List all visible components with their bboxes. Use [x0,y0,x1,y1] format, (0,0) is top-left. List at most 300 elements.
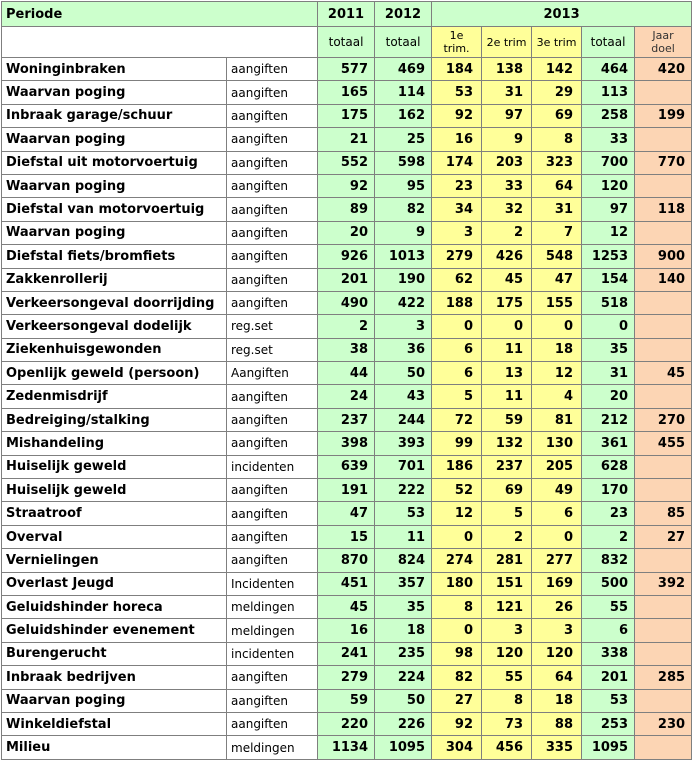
row-name: Waarvan poging [2,81,227,104]
row-name: Overlast Jeugd [2,572,227,595]
row-unit: aangiften [227,268,318,291]
cell-jaardoel: 199 [635,104,692,127]
cell-jaardoel: 45 [635,362,692,385]
cell-2013-q1: 98 [432,642,482,665]
cell-2013-totaal: 120 [582,174,635,197]
cell-2013-q1: 72 [432,408,482,431]
cell-2013-q2: 151 [482,572,532,595]
table-row [2,198,692,221]
cell-2012-totaal: 357 [375,572,432,595]
cell-2011-totaal: 220 [318,712,375,735]
table-row [2,268,692,291]
cell-jaardoel: 392 [635,572,692,595]
cell-2013-q1: 279 [432,245,482,268]
row-name: Straatroof [2,502,227,525]
cell-2012-totaal: 701 [375,455,432,478]
cell-2013-totaal: 12 [582,221,635,244]
row-name: Milieu [2,736,227,759]
cell-2013-q3: 7 [532,221,582,244]
cell-jaardoel: 140 [635,268,692,291]
cell-jaardoel [635,128,692,151]
subheader-totaal-2012: totaal [375,27,432,58]
cell-2012-totaal: 11 [375,525,432,548]
cell-2011-totaal: 926 [318,245,375,268]
row-unit: aangiften [227,666,318,689]
cell-2013-q2: 203 [482,151,532,174]
cell-2013-q3: 3 [532,619,582,642]
cell-2013-q2: 120 [482,642,532,665]
cell-2012-totaal: 25 [375,128,432,151]
row-name: Huiselijk geweld [2,479,227,502]
cell-2012-totaal: 422 [375,291,432,314]
cell-2012-totaal: 824 [375,549,432,572]
cell-2013-q2: 121 [482,595,532,618]
cell-2012-totaal: 35 [375,595,432,618]
row-unit: aangiften [227,245,318,268]
row-name: Ziekenhuisgewonden [2,338,227,361]
cell-2013-q3: 29 [532,81,582,104]
table-row [2,712,692,735]
row-name: Geluidshinder evenement [2,619,227,642]
cell-jaardoel: 118 [635,198,692,221]
cell-jaardoel: 230 [635,712,692,735]
cell-2013-totaal: 35 [582,338,635,361]
cell-2013-q2: 0 [482,315,532,338]
row-unit: aangiften [227,385,318,408]
cell-2012-totaal: 1013 [375,245,432,268]
table-row [2,549,692,572]
cell-2013-q2: 13 [482,362,532,385]
cell-2013-totaal: 832 [582,549,635,572]
cell-2012-totaal: 393 [375,432,432,455]
cell-2013-q2: 97 [482,104,532,127]
cell-jaardoel [635,291,692,314]
cell-2013-q3: 0 [532,315,582,338]
subheader-jaardoel [635,27,692,58]
cell-2013-totaal: 500 [582,572,635,595]
cell-2013-totaal: 628 [582,455,635,478]
cell-2012-totaal: 95 [375,174,432,197]
row-name: Zakkenrollerij [2,268,227,291]
cell-2013-q2: 9 [482,128,532,151]
cell-2011-totaal: 175 [318,104,375,127]
cell-2013-q1: 53 [432,81,482,104]
cell-2013-q3: 6 [532,502,582,525]
cell-2013-q1: 16 [432,128,482,151]
cell-2013-q2: 32 [482,198,532,221]
cell-2013-q2: 138 [482,58,532,81]
row-unit: aangiften [227,549,318,572]
row-unit: meldingen [227,736,318,759]
cell-2013-q1: 274 [432,549,482,572]
cell-2011-totaal: 241 [318,642,375,665]
cell-2013-totaal: 0 [582,315,635,338]
cell-2013-totaal: 20 [582,385,635,408]
cell-jaardoel [635,619,692,642]
cell-2013-q3: 8 [532,128,582,151]
row-name: Verkeersongeval dodelijk [2,315,227,338]
cell-2013-totaal: 338 [582,642,635,665]
cell-2013-totaal: 253 [582,712,635,735]
cell-2012-totaal: 9 [375,221,432,244]
cell-2011-totaal: 165 [318,81,375,104]
cell-2013-q2: 73 [482,712,532,735]
cell-2011-totaal: 191 [318,479,375,502]
cell-jaardoel [635,338,692,361]
cell-2011-totaal: 59 [318,689,375,712]
cell-2011-totaal: 451 [318,572,375,595]
cell-jaardoel: 27 [635,525,692,548]
table-row [2,291,692,314]
cell-2013-totaal: 700 [582,151,635,174]
cell-2011-totaal: 237 [318,408,375,431]
cell-jaardoel: 420 [635,58,692,81]
cell-2013-q3: 69 [532,104,582,127]
cell-2013-q3: 0 [532,525,582,548]
cell-2013-q3: 18 [532,689,582,712]
cell-2013-q2: 3 [482,619,532,642]
cell-2013-q3: 548 [532,245,582,268]
row-name: Huiselijk geweld [2,455,227,478]
row-unit: incidenten [227,455,318,478]
cell-2013-totaal: 23 [582,502,635,525]
cell-2013-totaal: 2 [582,525,635,548]
cell-2013-q3: 18 [532,338,582,361]
cell-2012-totaal: 162 [375,104,432,127]
cell-2013-q2: 8 [482,689,532,712]
cell-jaardoel: 85 [635,502,692,525]
row-name: Zedenmisdrijf [2,385,227,408]
cell-2012-totaal: 244 [375,408,432,431]
cell-2013-q3: 277 [532,549,582,572]
table-row [2,104,692,127]
cell-2011-totaal: 16 [318,619,375,642]
row-unit: incidenten [227,642,318,665]
table-row [2,221,692,244]
row-name: Inbraak garage/schuur [2,104,227,127]
subheader-q3-text: 3e trim [536,35,577,49]
row-unit: aangiften [227,432,318,455]
cell-2013-totaal: 113 [582,81,635,104]
table-row [2,245,692,268]
cell-2013-q1: 92 [432,104,482,127]
cell-2013-q2: 33 [482,174,532,197]
cell-2013-totaal: 201 [582,666,635,689]
cell-2011-totaal: 201 [318,268,375,291]
cell-jaardoel: 270 [635,408,692,431]
cell-2011-totaal: 24 [318,385,375,408]
cell-2012-totaal: 469 [375,58,432,81]
cell-2011-totaal: 577 [318,58,375,81]
table-body [2,58,692,760]
cell-jaardoel: 900 [635,245,692,268]
cell-2013-q1: 0 [432,315,482,338]
cell-2013-totaal: 53 [582,689,635,712]
cell-2013-q1: 5 [432,385,482,408]
cell-2012-totaal: 53 [375,502,432,525]
cell-2012-totaal: 50 [375,689,432,712]
table-row [2,666,692,689]
table-row [2,432,692,455]
cell-2013-q2: 69 [482,479,532,502]
cell-2013-q2: 11 [482,385,532,408]
row-name: Bedreiging/stalking [2,408,227,431]
row-name: Mishandeling [2,432,227,455]
cell-2013-q1: 6 [432,338,482,361]
cell-2013-q1: 34 [432,198,482,221]
cell-2013-q3: 88 [532,712,582,735]
cell-2013-q1: 23 [432,174,482,197]
table-row [2,338,692,361]
row-unit: Aangiften [227,362,318,385]
cell-2013-totaal: 1095 [582,736,635,759]
row-name: Openlijk geweld (persoon) [2,362,227,385]
cell-2013-q1: 6 [432,362,482,385]
cell-2013-q3: 155 [532,291,582,314]
table-row [2,58,692,81]
row-unit: aangiften [227,291,318,314]
table-row [2,572,692,595]
cell-2013-q1: 12 [432,502,482,525]
cell-2013-q2: 59 [482,408,532,431]
cell-2013-q1: 92 [432,712,482,735]
cell-2011-totaal: 490 [318,291,375,314]
cell-jaardoel [635,736,692,759]
period-header: Periode [2,2,318,27]
cell-jaardoel [635,595,692,618]
table-row [2,619,692,642]
table-row [2,689,692,712]
cell-jaardoel: 455 [635,432,692,455]
table-row [2,174,692,197]
row-unit: aangiften [227,174,318,197]
cell-2013-q2: 281 [482,549,532,572]
cell-2012-totaal: 224 [375,666,432,689]
row-name: Geluidshinder horeca [2,595,227,618]
cell-2013-q3: 64 [532,666,582,689]
cell-2012-totaal: 43 [375,385,432,408]
row-unit: aangiften [227,689,318,712]
cell-jaardoel [635,549,692,572]
row-unit: aangiften [227,408,318,431]
cell-2013-q3: 12 [532,362,582,385]
cell-2013-totaal: 55 [582,595,635,618]
cell-jaardoel [635,174,692,197]
cell-2013-q3: 205 [532,455,582,478]
row-unit: aangiften [227,712,318,735]
cell-jaardoel: 770 [635,151,692,174]
cell-2013-totaal: 31 [582,362,635,385]
cell-2013-q1: 304 [432,736,482,759]
table-row [2,525,692,548]
row-name: Waarvan poging [2,689,227,712]
row-name: Burengerucht [2,642,227,665]
subheader-q2 [482,27,532,58]
cell-2013-q3: 4 [532,385,582,408]
row-name: Winkeldiefstal [2,712,227,735]
year-2011-header: 2011 [318,2,375,27]
cell-2013-q1: 27 [432,689,482,712]
subheader-jaardoel-text: Jaar doel [651,29,675,55]
row-unit: reg.set [227,338,318,361]
cell-2013-q2: 237 [482,455,532,478]
cell-jaardoel [635,689,692,712]
cell-2012-totaal: 235 [375,642,432,665]
table-row [2,502,692,525]
table-row [2,128,692,151]
cell-2013-totaal: 1253 [582,245,635,268]
cell-2013-q2: 31 [482,81,532,104]
cell-jaardoel [635,479,692,502]
row-name: Waarvan poging [2,174,227,197]
year-2012-header: 2012 [375,2,432,27]
row-unit: aangiften [227,58,318,81]
cell-2011-totaal: 47 [318,502,375,525]
cell-2013-q1: 0 [432,525,482,548]
cell-2013-q2: 132 [482,432,532,455]
cell-2013-q3: 26 [532,595,582,618]
table-row [2,455,692,478]
cell-2013-q3: 47 [532,268,582,291]
cell-2011-totaal: 89 [318,198,375,221]
cell-2011-totaal: 2 [318,315,375,338]
cell-2013-totaal: 6 [582,619,635,642]
header-row-years [2,2,692,27]
header-row-subheaders [2,27,692,58]
cell-2013-q2: 426 [482,245,532,268]
row-unit: aangiften [227,221,318,244]
cell-2012-totaal: 3 [375,315,432,338]
cell-2013-q1: 3 [432,221,482,244]
cell-2011-totaal: 92 [318,174,375,197]
cell-2013-totaal: 361 [582,432,635,455]
cell-2013-q3: 81 [532,408,582,431]
cell-2013-q3: 335 [532,736,582,759]
cell-jaardoel [635,455,692,478]
cell-2011-totaal: 38 [318,338,375,361]
row-unit: aangiften [227,151,318,174]
row-name: Waarvan poging [2,221,227,244]
row-unit: aangiften [227,81,318,104]
cell-2013-q1: 99 [432,432,482,455]
cell-2013-q2: 175 [482,291,532,314]
cell-2013-totaal: 33 [582,128,635,151]
cell-2012-totaal: 82 [375,198,432,221]
row-name: Diefstal van motorvoertuig [2,198,227,221]
cell-2013-q1: 62 [432,268,482,291]
subheader-q1-text: 1e trim. [443,29,470,55]
subheader-q1 [432,27,482,58]
cell-2013-q3: 169 [532,572,582,595]
cell-2013-q2: 2 [482,221,532,244]
row-unit: aangiften [227,502,318,525]
subheader-blank [2,27,318,58]
cell-2013-q1: 0 [432,619,482,642]
row-unit: aangiften [227,104,318,127]
cell-jaardoel [635,81,692,104]
cell-2013-q2: 5 [482,502,532,525]
cell-2011-totaal: 44 [318,362,375,385]
cell-2013-q3: 64 [532,174,582,197]
row-name: Diefstal uit motorvoertuig [2,151,227,174]
cell-2012-totaal: 598 [375,151,432,174]
cell-2011-totaal: 870 [318,549,375,572]
row-unit: aangiften [227,525,318,548]
table-row [2,479,692,502]
cell-2013-q2: 11 [482,338,532,361]
cell-2013-q1: 184 [432,58,482,81]
cell-2013-q3: 323 [532,151,582,174]
cell-2013-q1: 186 [432,455,482,478]
cell-2013-totaal: 97 [582,198,635,221]
crime-statistics-table [1,1,692,760]
cell-2012-totaal: 36 [375,338,432,361]
cell-2013-q3: 120 [532,642,582,665]
cell-2013-q2: 55 [482,666,532,689]
row-name: Waarvan poging [2,128,227,151]
row-name: Diefstal fiets/bromfiets [2,245,227,268]
cell-2013-q1: 52 [432,479,482,502]
row-name: Woninginbraken [2,58,227,81]
cell-2011-totaal: 639 [318,455,375,478]
cell-2013-q1: 188 [432,291,482,314]
cell-2011-totaal: 45 [318,595,375,618]
subheader-q3 [532,27,582,58]
cell-2013-totaal: 518 [582,291,635,314]
cell-2012-totaal: 190 [375,268,432,291]
cell-2011-totaal: 398 [318,432,375,455]
row-name: Verkeersongeval doorrijding [2,291,227,314]
cell-2013-q3: 142 [532,58,582,81]
table-row [2,151,692,174]
cell-2012-totaal: 114 [375,81,432,104]
cell-2011-totaal: 20 [318,221,375,244]
cell-2011-totaal: 279 [318,666,375,689]
cell-jaardoel: 285 [635,666,692,689]
cell-2013-q1: 174 [432,151,482,174]
table-row [2,81,692,104]
cell-2012-totaal: 1095 [375,736,432,759]
cell-2011-totaal: 15 [318,525,375,548]
cell-jaardoel [635,385,692,408]
cell-2012-totaal: 222 [375,479,432,502]
row-unit: meldingen [227,619,318,642]
cell-2013-totaal: 212 [582,408,635,431]
row-unit: aangiften [227,479,318,502]
cell-2013-q2: 45 [482,268,532,291]
cell-2013-q2: 456 [482,736,532,759]
cell-2011-totaal: 21 [318,128,375,151]
cell-2013-totaal: 258 [582,104,635,127]
row-unit: aangiften [227,198,318,221]
row-unit: meldingen [227,595,318,618]
cell-2013-q3: 31 [532,198,582,221]
row-name: Overval [2,525,227,548]
cell-2011-totaal: 552 [318,151,375,174]
row-unit: reg.set [227,315,318,338]
cell-2013-q3: 49 [532,479,582,502]
cell-jaardoel [635,642,692,665]
cell-2012-totaal: 50 [375,362,432,385]
subheader-q2-text: 2e trim [486,35,527,49]
cell-2013-totaal: 170 [582,479,635,502]
cell-2012-totaal: 226 [375,712,432,735]
cell-2013-q2: 2 [482,525,532,548]
table-row [2,736,692,759]
cell-2012-totaal: 18 [375,619,432,642]
row-name: Vernielingen [2,549,227,572]
year-2013-header: 2013 [432,2,692,27]
